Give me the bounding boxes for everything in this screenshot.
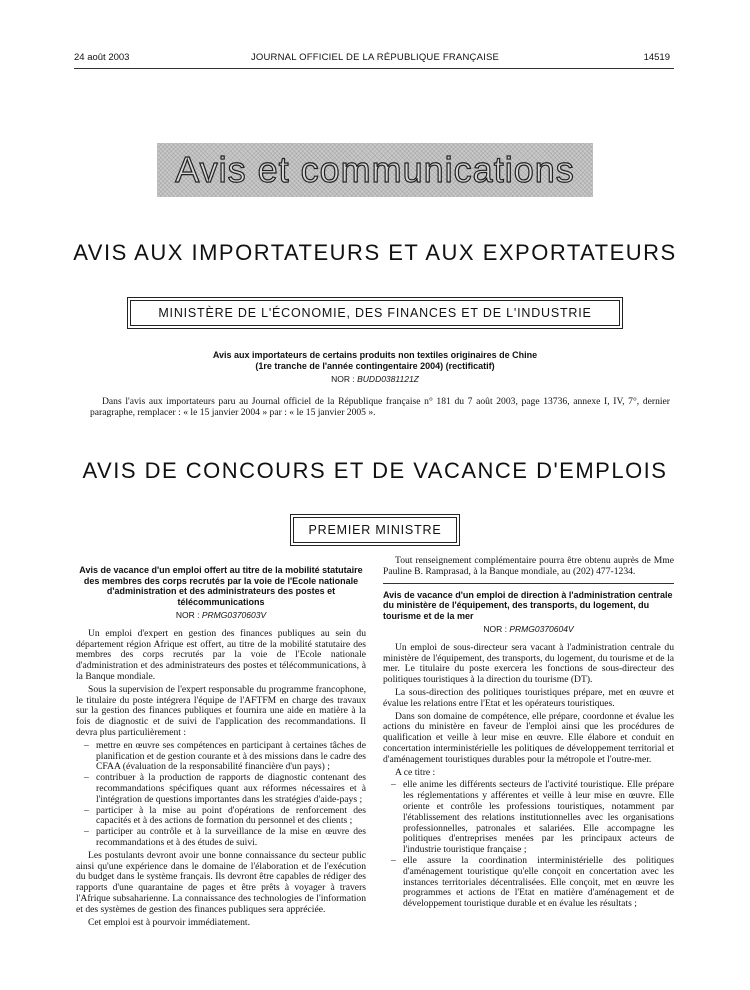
right-paragraph-4: A ce titre :: [395, 766, 436, 778]
ministry-name-1: MINISTÈRE DE L'ÉCONOMIE, DES FINANCES ET DE L'INDUSTRIE: [130, 300, 620, 326]
nor-3: [383, 624, 674, 635]
nor-1: [0, 374, 750, 385]
page-header: [0, 52, 750, 66]
section1-body: [90, 397, 670, 421]
nor-3-code: PRMG0370604V: [509, 624, 574, 635]
section1-paragraph: Dans l'avis aux importateurs paru au Journal officiel de la République française n° 181 du 7 août 2003, page 13736, annexe I, IV, 7°, dernier paragraphe, remplacer : « le 15 janvier 2004 » par : « le 15 janvier 2005 ».: [90, 396, 670, 418]
header-page-number: 14519: [643, 52, 670, 63]
nor-3-label: NOR :: [483, 624, 507, 635]
section-banner: [157, 143, 593, 197]
header-journal-title: JOURNAL OFFICIEL DE LA RÉPUBLIQUE FRANÇAISE: [250, 52, 500, 63]
left-avis-title: Avis de vacance d'un emploi offert au titre de la mobilité statutaire des membres des corps recrutés par la voie de l'Ecole nationale d'administration et des administrateurs des postes et télécommunications: [79, 565, 363, 607]
left-paragraph-3: Les postulants devront avoir une bonne connaissance du secteur public ainsi qu'une expérience dans le domaine de l'élaboration et de l'exécution du budget dans le système français. Ils devront être capables de rédiger des rapports d'une quarantaine de pages et être prêts à voyager à travers l'Afrique subsaharienne. La connaissance des technologies de l'information et des systèmes de gestion des finances publiques sera appréciée.: [76, 849, 366, 915]
nor-2-label: NOR :: [175, 610, 200, 620]
column-separator: [383, 583, 674, 584]
nor-2-code: PRMG0370603V: [201, 610, 267, 620]
avis-title-1-line1: Avis aux importateurs de certains produits non textiles originaires de Chine: [212, 350, 538, 360]
left-paragraph-4: Cet emploi est à pourvoir immédiatement.: [88, 916, 250, 928]
avis-title-1-line2: (1re tranche de l'année contingentaire 2004) (rectificatif): [255, 361, 495, 371]
header-date: 24 août 2003: [74, 52, 130, 63]
avis-title-1: [0, 350, 750, 385]
ministry-name-2: PREMIER MINISTRE: [293, 517, 457, 543]
left-paragraph-2: Sous la supervision de l'expert responsable du programme francophone, le titulaire du poste intégrera l'équipe de l'AFTFM en charge des travaux sur la gestion des finances publiques et fournira une aide en matière à la fois de diagnostic et de suivi de l'application des recommandations. Il devra plus particulièrement :: [76, 683, 366, 738]
ministry-box-1: [127, 297, 623, 329]
section1-title: AVIS AUX IMPORTATEURS ET AUX EXPORTATEURS: [73, 240, 677, 265]
right-paragraph-3: Dans son domaine de compétence, elle prépare, coordonne et évalue les actions du ministère en faveur de l'emploi ainsi que les procédures de qualification et veille à leur mise en œuvre. Elle élabore et conduit en concertation interministérielle les politiques de développement territorial et d'aménagement touristiques durables pour la métropole et l'outre-mer.: [383, 710, 674, 765]
nor-1-label: NOR :: [331, 374, 355, 384]
left-column: [76, 565, 366, 930]
right-paragraph-1: Un emploi de sous-directeur sera vacant à l'administration centrale du ministère de l'équipement, des transports, du logement, du tourisme et de la mer. Le titulaire du poste exercera les fonctions de sous-directeur des politiques touristiques à la direction du tourisme (DT).: [383, 641, 674, 686]
section2-title: AVIS DE CONCOURS ET DE VACANCE D'EMPLOIS: [82, 458, 668, 483]
list-item: – elle anime les différents secteurs de l'activité touristique. Elle prépare les réglementations y afférentes et veille à leur mise en œuvre. Elle oriente et contrôle les professions touristiques, notamment par l'établissement des relations institutionnelles avec les organisations professionnelles, patronales et salariées. Elle accompagne les politiques d'entreprises menées par les principaux acteurs de l'industrie touristique française ;: [403, 780, 674, 856]
right-paragraph-2: La sous-direction des politiques touristiques prépare, met en œuvre et évalue les relations entre l'Etat et les opérateurs touristiques.: [383, 687, 674, 709]
left-bullet-list: [76, 741, 366, 849]
right-avis-title: Avis de vacance d'un emploi de direction à l'administration centrale du ministère de l'équipement, des transports, du logement, du tourisme et de la mer: [383, 589, 673, 621]
list-item: – participer au contrôle et à la surveillance de la mise en œuvre des recommandations et à des études de suivi.: [96, 827, 366, 849]
ministry-box-2: [290, 514, 460, 546]
header-rule: [74, 68, 674, 69]
list-item: – participer à la mise au point d'opérations de renforcement des capacités et à des actions de formation du personnel et des clients ;: [96, 806, 366, 828]
list-item: – mettre en œuvre ses compétences en participant à certaines tâches de planification et de gestion courante et à des missions dans le cadre des CFAA (évaluation de la responsabilité financière d'un pays) ;: [96, 741, 366, 773]
right-paragraph-0: Tout renseignement complémentaire pourra être obtenu auprès de Mme Pauline B. Ramprasad, à la Banque mondiale, au (202) 477-1234.: [383, 555, 674, 577]
banner-title: Avis et communications: [175, 149, 575, 190]
right-column: [383, 556, 674, 912]
nor-1-code: BUDD0381121Z: [357, 374, 419, 384]
right-bullet-list: [383, 780, 674, 910]
nor-2: [76, 610, 366, 621]
list-item: – elle assure la coordination interministérielle des politiques d'aménagement touristique qu'elle conçoit en concertation avec les instances territoriales décentralisées. Elle conçoit, met en œuvre les programmes et actions de l'Etat en matière d'aménagement et de développement touristique durable et en évalue les résultats ;: [403, 856, 674, 910]
left-paragraph-1: Un emploi d'expert en gestion des finances publiques au sein du département région Afrique est offert, au titre de la mobilité statutaire des membres des corps recrutés par la voie de l'Ecole nationale d'administration et des administrateurs des postes et télécommunications, à la Banque mondiale.: [76, 627, 366, 682]
list-item: – contribuer à la production de rapports de diagnostic contenant des recommandations spécifiques quant aux réformes nécessaires et à l'intégration de questions importantes dans les stratégies d'aide-pays ;: [96, 773, 366, 805]
